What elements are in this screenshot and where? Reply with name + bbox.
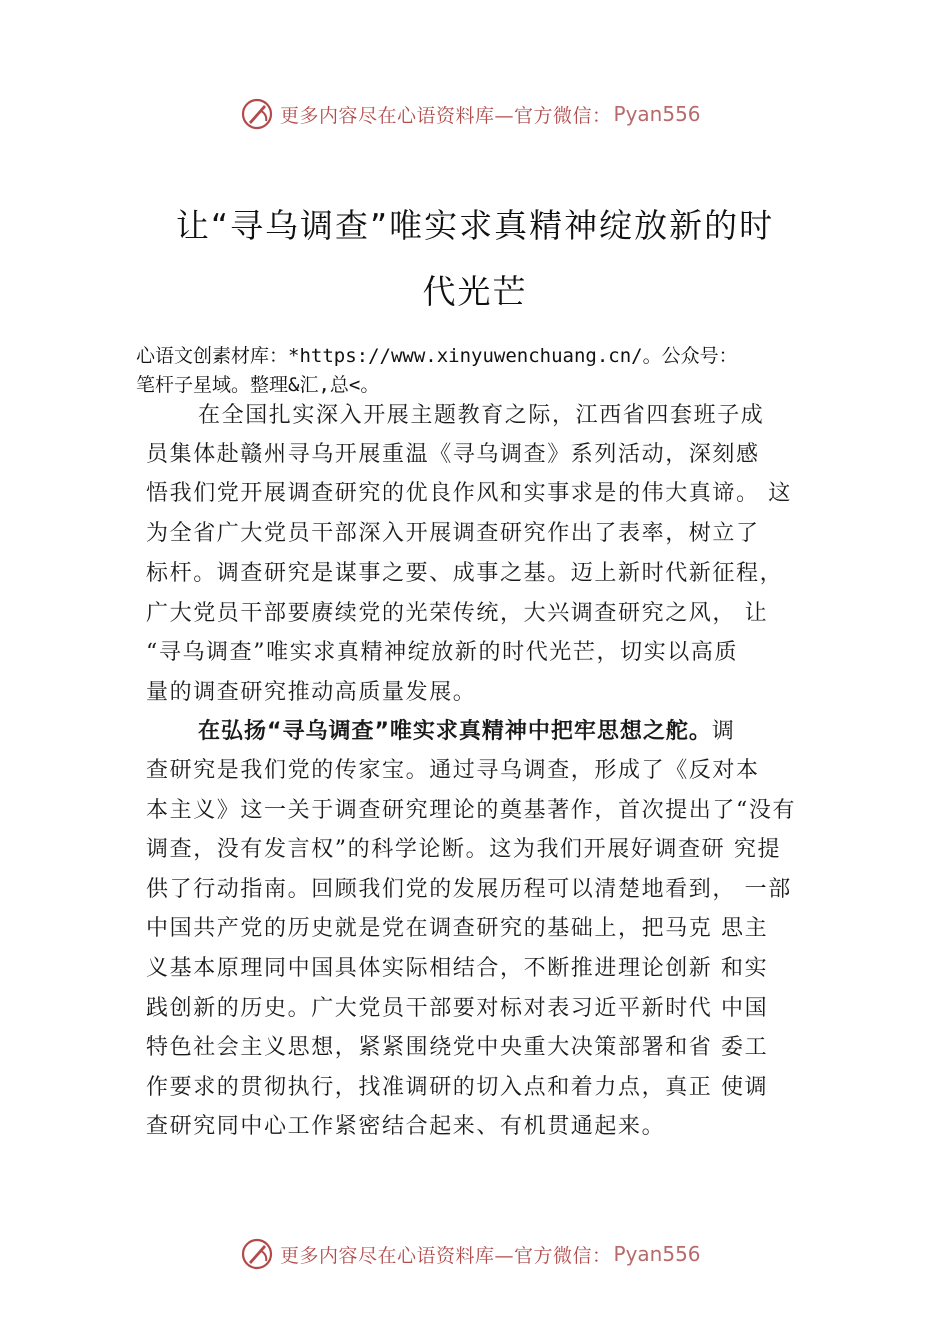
header-banner: [0, 92, 950, 136]
paragraph-2-line: 特色社会主义思想，紧紧围绕党中央重大决策部署和省 委工: [146, 1035, 769, 1060]
banner-text: 更多内容尽在心语资料库—官方微信：: [280, 1244, 612, 1267]
paragraph-2-line: 查研究是我们党的传家宝。通过寻乌调查，形成了《反对本: [146, 758, 760, 783]
paragraph-2-line: 查研究同中心工作紧密结合起来、有机贯通起来。: [146, 1114, 666, 1139]
footer-banner: [0, 1232, 950, 1276]
source-line-2: 笔杆子星域。整理&汇,总<。: [136, 374, 380, 396]
paragraph-1-line: 员集体赴赣州寻乌开展重温《寻乌调查》系列活动，深刻感: [146, 442, 760, 467]
paragraph-2-line: 中国共产党的历史就是党在调查研究的基础上，把马克 思主: [146, 916, 769, 941]
quill-logo-icon: [240, 97, 274, 131]
wechat-id: Pyan556: [613, 102, 701, 126]
banner-text: 更多内容尽在心语资料库—官方微信：: [280, 104, 612, 127]
document-title-line-2: 代光芒: [422, 272, 528, 311]
paragraph-1-line: 量的调查研究推动高质量发展。: [146, 680, 477, 705]
paragraph-1-line: “寻乌调查”唯实求真精神绽放新的时代光芒，切实以高质: [146, 640, 739, 665]
paragraph-2-first-line: [198, 714, 736, 745]
wechat-id: Pyan556: [613, 1242, 701, 1266]
document-title-line-1: 让“寻乌调查”唯实求真精神绽放新的时: [175, 206, 775, 245]
quill-logo-icon: [240, 1237, 274, 1271]
paragraph-2-line: 本主义》这一关于调查研究理论的奠基著作，首次提出了“没有: [146, 798, 797, 823]
paragraph-2-first-line-rest: 调: [711, 719, 736, 744]
paragraph-2-line: 义基本原理同中国具体实际相结合，不断推进理论创新 和实: [146, 956, 769, 981]
paragraph-2-line: 作要求的贯彻执行，找准调研的切入点和着力点，真正 使调: [146, 1075, 769, 1100]
paragraph-1-line: 在全国扎实深入开展主题教育之际，江西省四套班子成: [198, 403, 765, 428]
source-line-1: 心语文创素材库：*https://www.xinyuwenchuang.cn/。公众号：: [136, 345, 738, 367]
paragraph-1-line: 广大党员干部要赓续党的光荣传统，大兴调查研究之风， 让: [146, 601, 769, 626]
paragraph-2-line: 践创新的历史。广大党员干部要对标对表习近平新时代 中国: [146, 996, 769, 1021]
paragraph-2-heading: 在弘扬“寻乌调查”唯实求真精神中把牢思想之舵。: [198, 719, 712, 744]
paragraph-1-line: 悟我们党开展调查研究的优良作风和实事求是的伟大真谛。 这: [146, 481, 792, 506]
paragraph-1-line: 标杆。调查研究是谋事之要、成事之基。迈上新时代新征程，: [146, 561, 784, 586]
paragraph-1-line: 为全省广大党员干部深入开展调查研究作出了表率，树立了: [146, 521, 760, 546]
paragraph-2-line: 供了行动指南。回顾我们党的发展历程可以清楚地看到， 一部: [146, 877, 792, 902]
paragraph-2-line: 调查，没有发言权”的科学论断。这为我们开展好调查研 究提: [146, 837, 782, 862]
